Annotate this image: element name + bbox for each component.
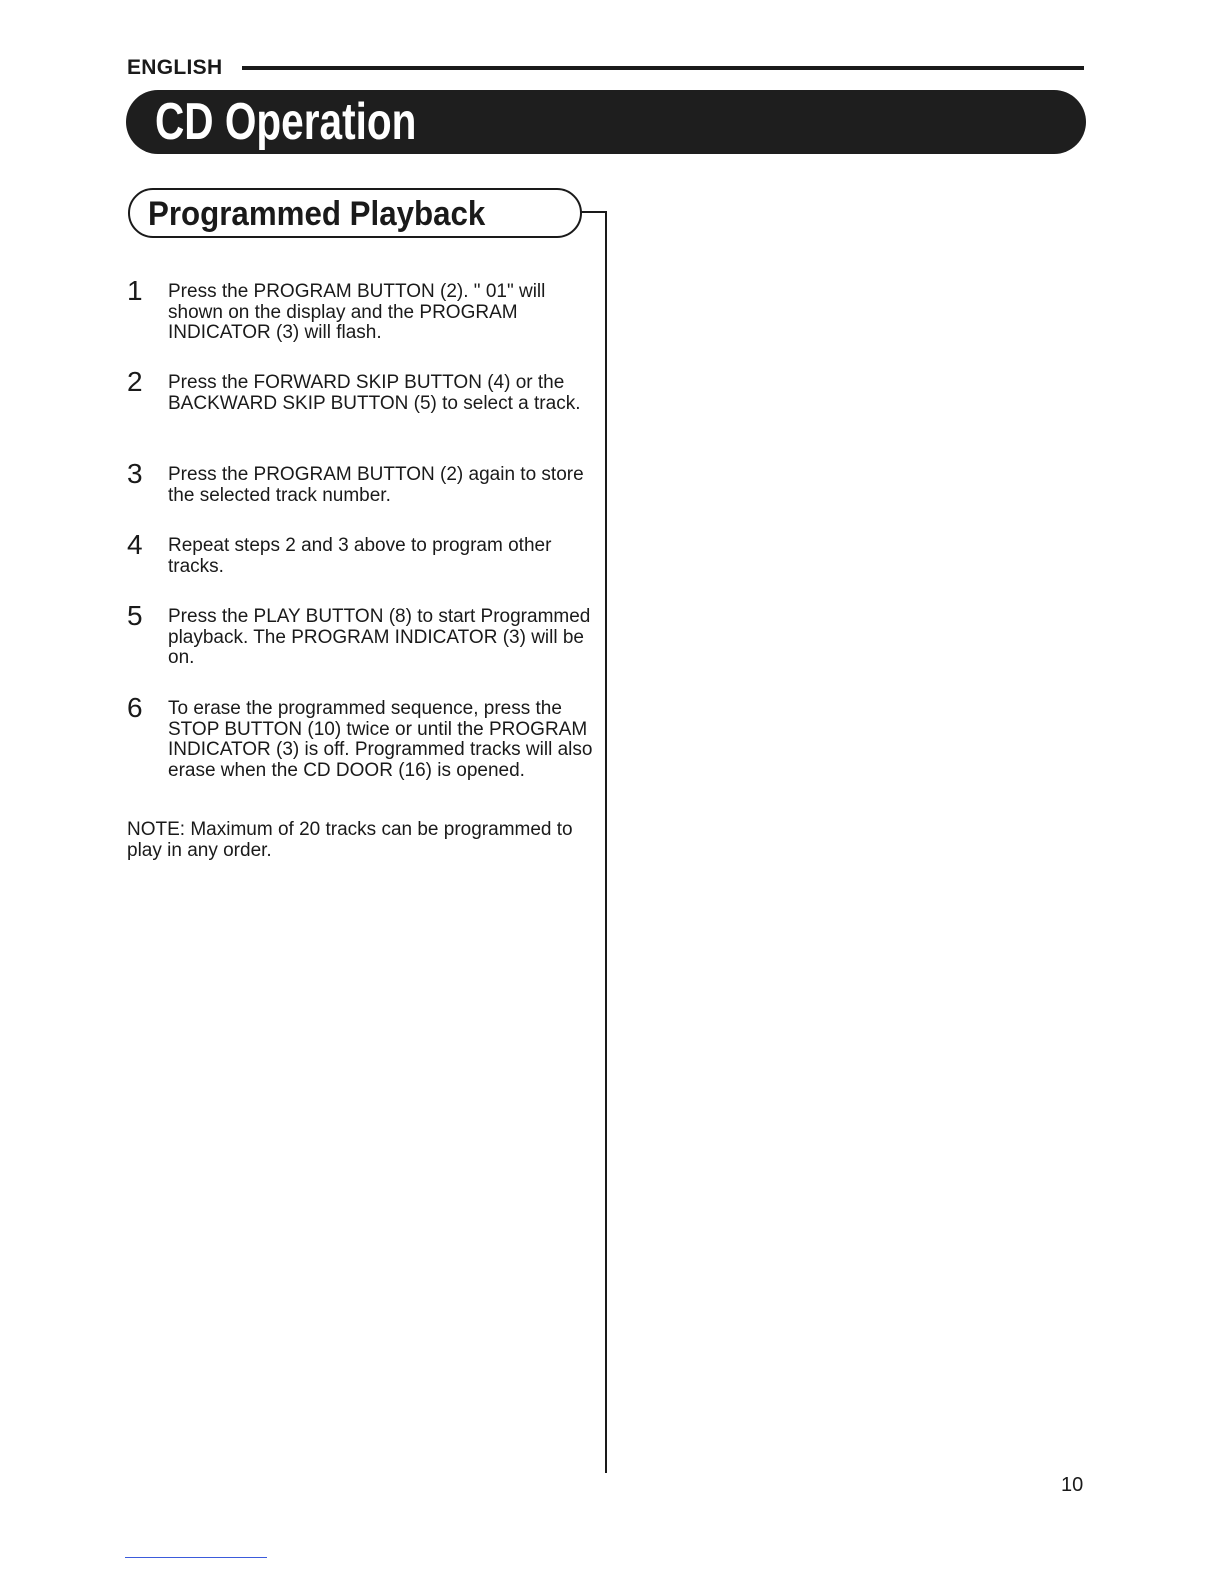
footer-link-underline	[125, 1557, 267, 1558]
step-number: 6	[127, 692, 143, 723]
step-number: 4	[127, 529, 143, 560]
step-item	[127, 529, 597, 577]
step-number: 1	[127, 275, 143, 306]
step-text: To erase the programmed sequence, press the STOP BUTTON (10) twice or until the PROGRAM INDICATOR (3) is off. Programmed tracks will also erase when the CD DOOR (16) is opened.	[168, 698, 593, 781]
section-heading	[128, 188, 582, 238]
language-label: ENGLISH	[127, 56, 223, 79]
step-item	[127, 600, 597, 669]
header-rule	[242, 66, 1084, 70]
step-item	[127, 692, 597, 781]
column-divider	[605, 211, 607, 1473]
step-item	[127, 458, 597, 506]
step-item	[127, 275, 597, 344]
step-text: Press the PROGRAM BUTTON (2). " 01" will shown on the display and the PROGRAM INDICATOR (3) will flash.	[168, 281, 546, 343]
step-number: 2	[127, 366, 143, 397]
chapter-title: CD Operation	[155, 93, 417, 151]
note-text: NOTE: Maximum of 20 tracks can be programmed to play in any order.	[127, 819, 573, 861]
step-text: Press the PROGRAM BUTTON (2) again to store the selected track number.	[168, 464, 584, 506]
step-number: 3	[127, 458, 143, 489]
heading-connector-line	[581, 211, 607, 213]
section-title: Programmed Playback	[148, 195, 486, 233]
step-text: Repeat steps 2 and 3 above to program other tracks.	[168, 535, 552, 577]
step-item	[127, 366, 597, 414]
page-number: 10	[1061, 1474, 1084, 1496]
step-number: 5	[127, 600, 143, 631]
step-text: Press the FORWARD SKIP BUTTON (4) or the BACKWARD SKIP BUTTON (5) to select a track.	[168, 372, 581, 414]
chapter-banner	[126, 90, 1086, 154]
step-text: Press the PLAY BUTTON (8) to start Programmed playback. The PROGRAM INDICATOR (3) will be on.	[168, 606, 591, 668]
